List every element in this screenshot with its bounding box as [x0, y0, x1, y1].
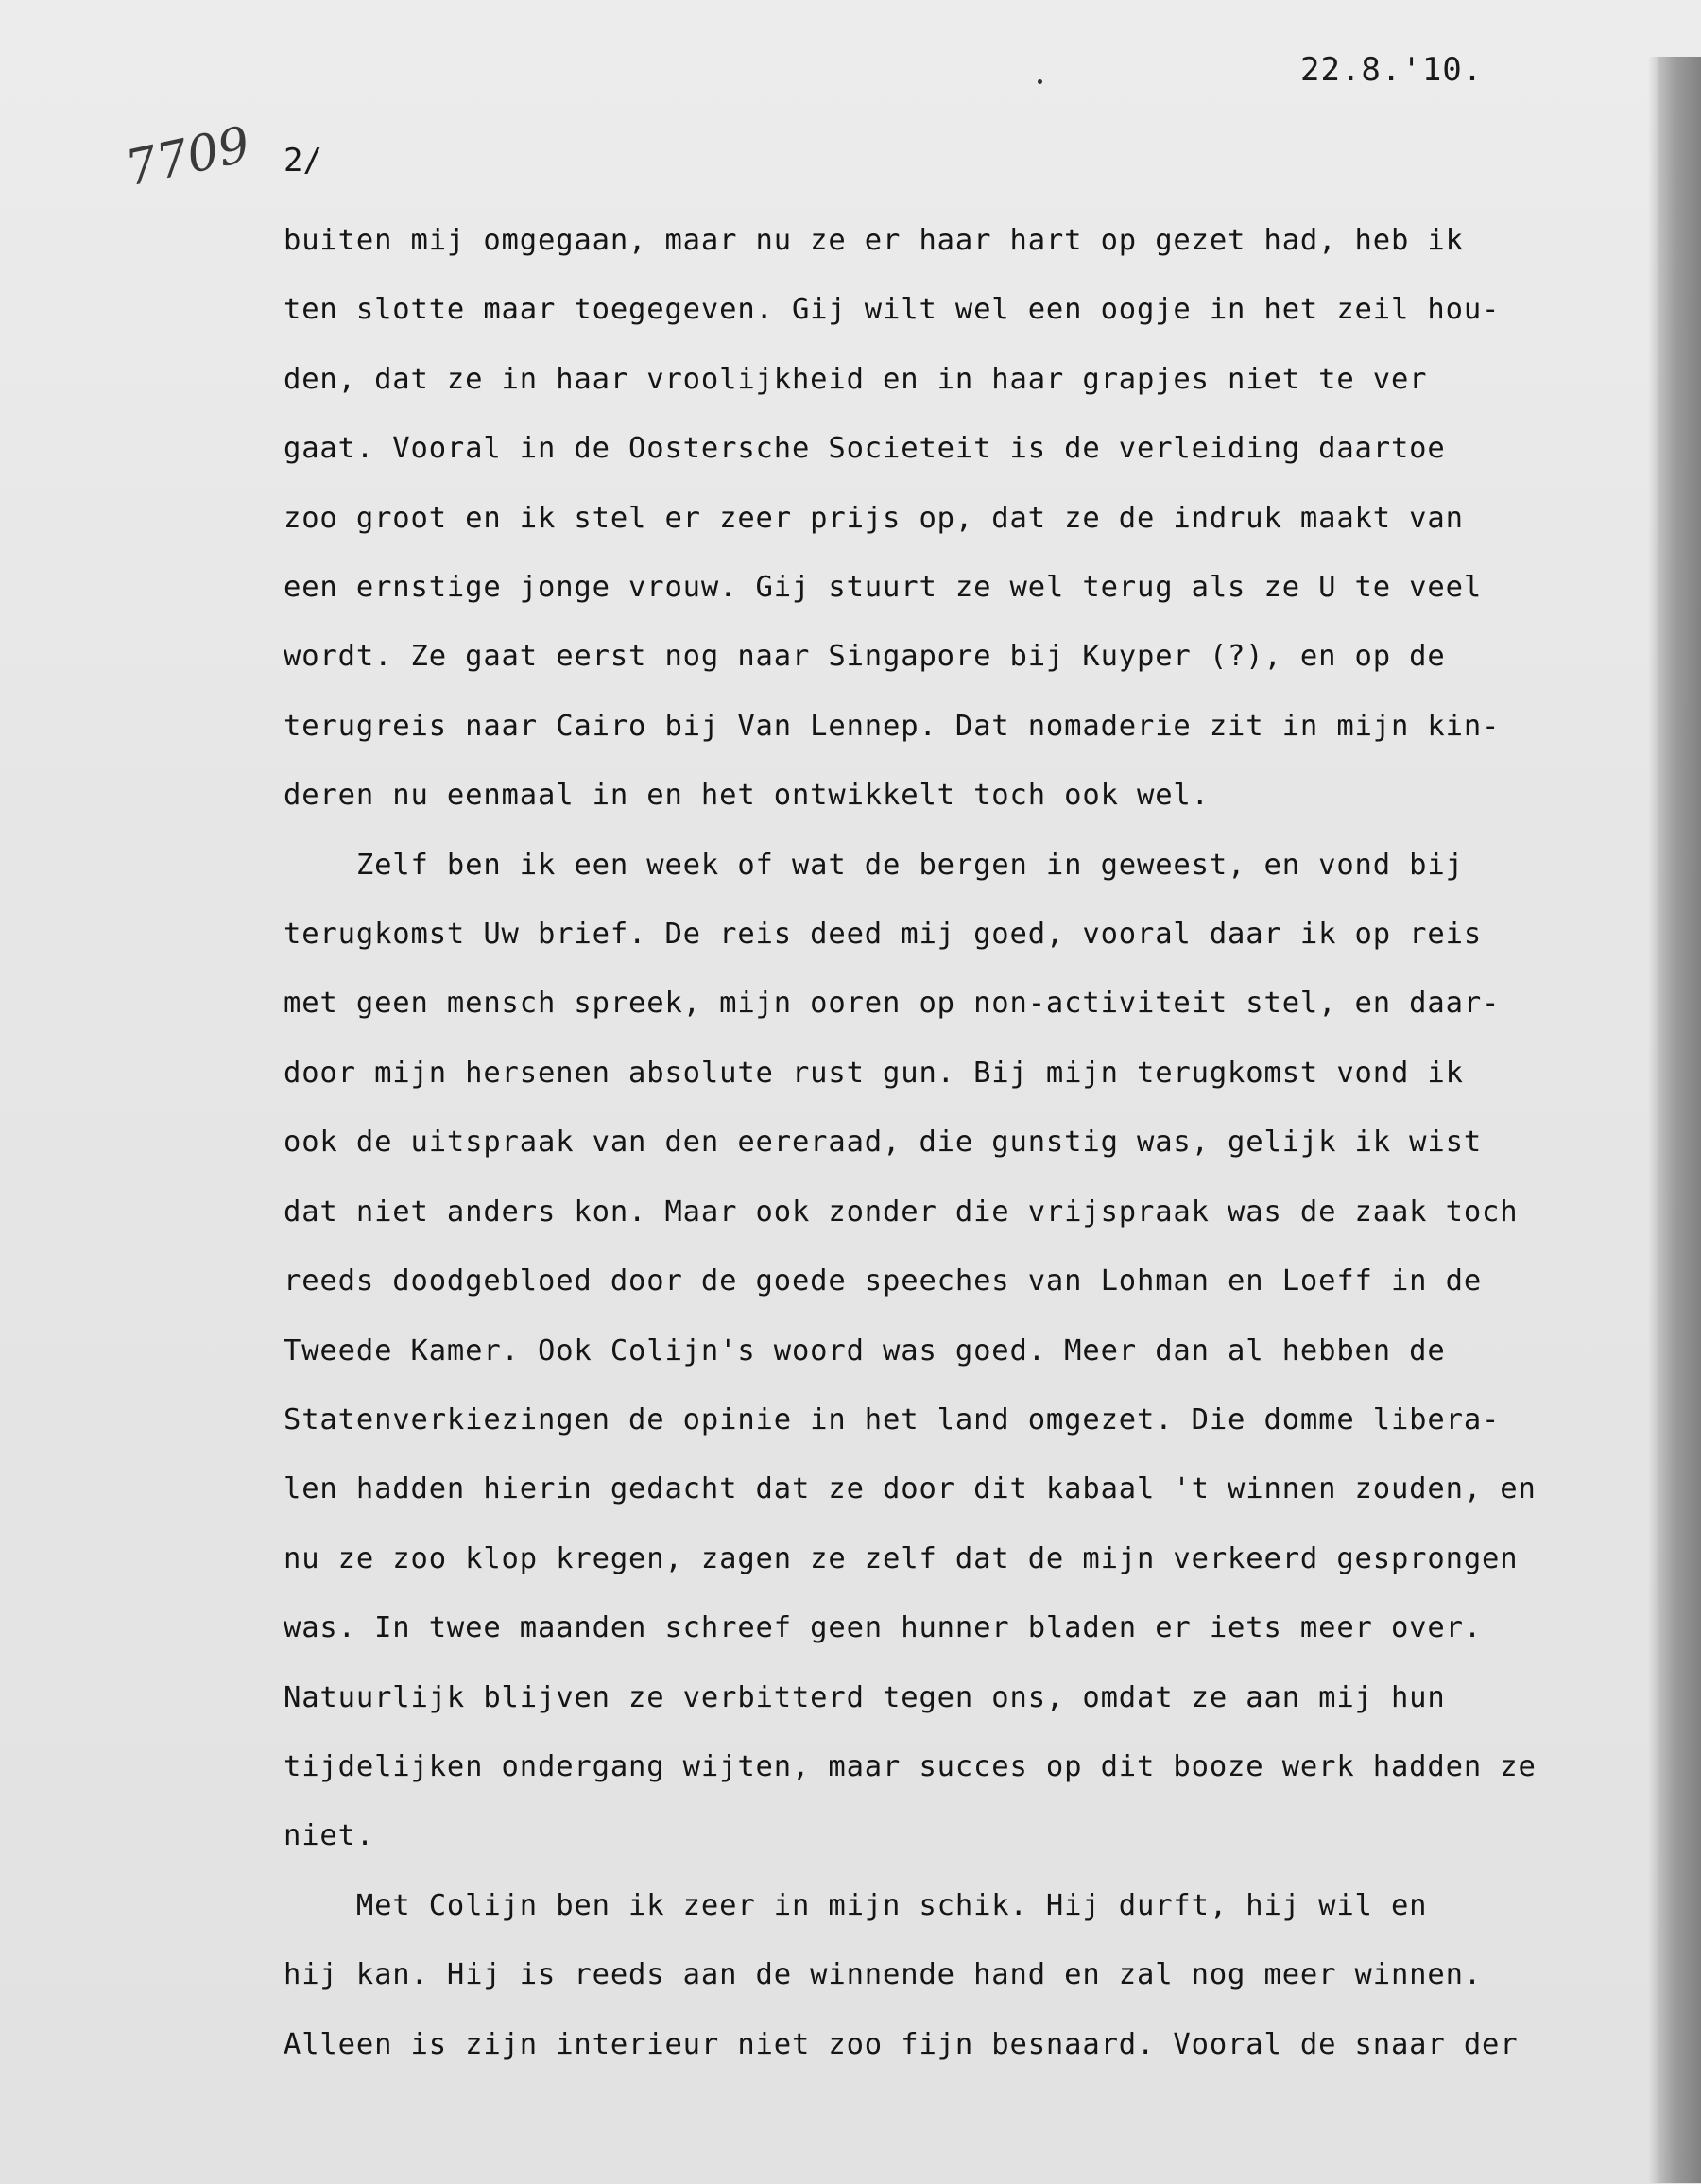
text-line: den, dat ze in haar vroolijkheid en in haar grapjes niet te ver [284, 362, 1428, 396]
text-line: Tweede Kamer. Ook Colijn's woord was goed. Meer dan al hebben de [284, 1333, 1446, 1367]
scanned-page-edge [1658, 57, 1701, 2183]
text-line: een ernstige jonge vrouw. Gij stuurt ze wel terug als ze U te veel [284, 571, 1483, 605]
text-line: wordt. Ze gaat eerst nog naar Singapore bij Kuyper (?), en op de [284, 640, 1446, 674]
text-line: niet. [284, 1819, 375, 1853]
text-line: ten slotte maar toegegeven. Gij wilt wel een oogje in het zeil hou- [284, 293, 1501, 327]
text-line: Natuurlijk blijven ze verbitterd tegen ons, omdat ze aan mij hun [284, 1680, 1446, 1714]
page-number: 2/ [284, 142, 322, 180]
text-line: Met Colijn ben ik zeer in mijn schik. Hij durft, hij wil en [284, 1888, 1428, 1922]
letter-body [284, 206, 1654, 2079]
text-line: nu ze zoo klop kregen, zagen ze zelf dat de mijn verkeerd gesprongen [284, 1541, 1519, 1575]
text-line: zoo groot en ik stel er zeer prijs op, dat ze de indruk maakt van [284, 501, 1464, 535]
text-line: gaat. Vooral in de Oostersche Societeit is de verleiding daartoe [284, 432, 1446, 466]
text-line: Statenverkiezingen de opinie in het land omgezet. Die domme libera- [284, 1402, 1501, 1436]
text-line: Alleen is zijn interieur niet zoo fijn besnaard. Vooral de snaar der [284, 2027, 1519, 2061]
text-line: Zelf ben ik een week of wat de bergen in geweest, en vond bij [284, 848, 1464, 882]
letter-date: 22.8.'10. [1300, 51, 1484, 89]
text-line: terugreis naar Cairo bij Van Lennep. Dat nomaderie zit in mijn kin- [284, 709, 1501, 743]
text-line: ook de uitspraak van den eereraad, die gunstig was, gelijk ik wist [284, 1126, 1483, 1160]
ink-dot [1038, 79, 1042, 84]
text-line: tijdelijken ondergang wijten, maar succes op dit booze werk hadden ze [284, 1749, 1537, 1783]
text-line: buiten mij omgegaan, maar nu ze er haar hart op gezet had, heb ik [284, 224, 1464, 257]
handwritten-archive-number: 7709 [120, 116, 255, 198]
text-line: terugkomst Uw brief. De reis deed mij goed, vooral daar ik op reis [284, 918, 1483, 952]
text-line: hij kan. Hij is reeds aan de winnende hand en zal nog meer winnen. [284, 1958, 1483, 1992]
text-line: reeds doodgebloed door de goede speeches van Lohman en Loeff in de [284, 1264, 1483, 1298]
text-line: deren nu eenmaal in en het ontwikkelt toch ook wel. [284, 779, 1210, 813]
text-line: dat niet anders kon. Maar ook zonder die vrijspraak was de zaak toch [284, 1195, 1519, 1229]
text-line: met geen mensch spreek, mijn ooren op non-activiteit stel, en daar- [284, 987, 1501, 1021]
text-line: len hadden hierin gedacht dat ze door dit kabaal 't winnen zouden, en [284, 1472, 1537, 1506]
text-line: door mijn hersenen absolute rust gun. Bij mijn terugkomst vond ik [284, 1056, 1464, 1090]
text-line: was. In twee maanden schreef geen hunner bladen er iets meer over. [284, 1611, 1483, 1645]
